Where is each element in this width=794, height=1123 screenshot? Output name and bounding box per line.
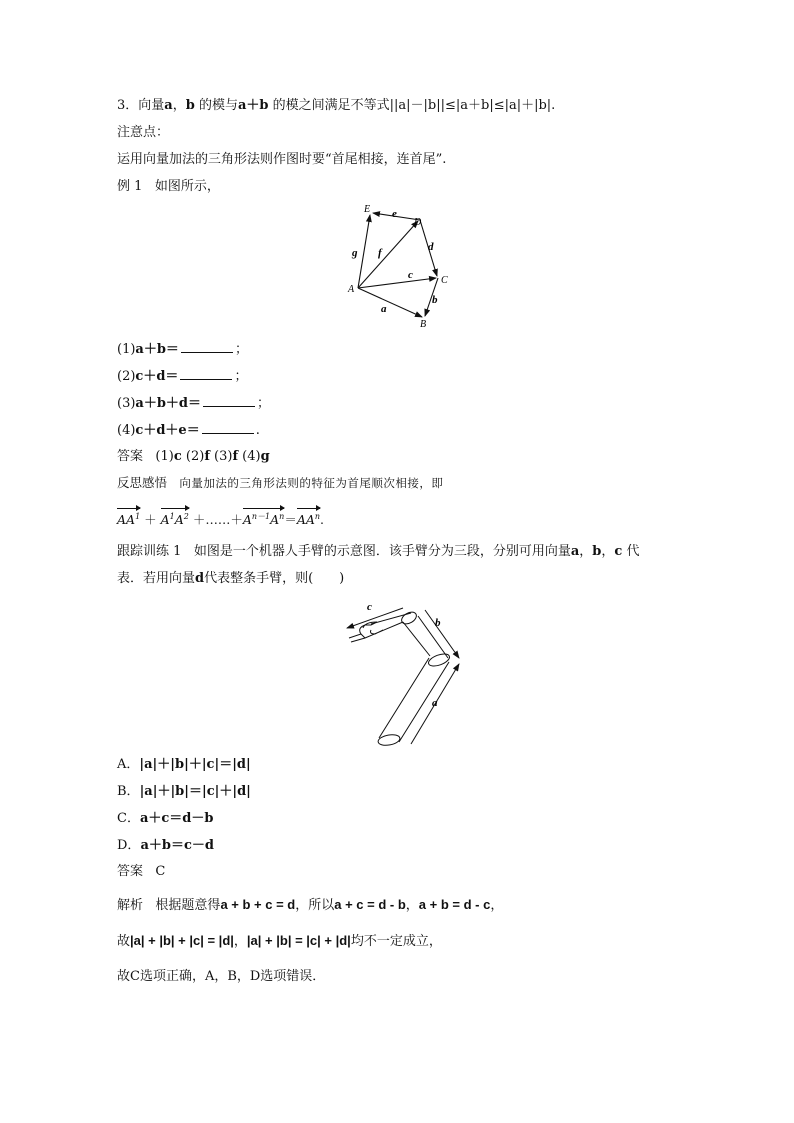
f-term: A: [174, 512, 184, 528]
option-C: [117, 810, 213, 828]
arm-elbow-ellipse: [400, 610, 419, 627]
q-expr: a＋b＝: [135, 342, 179, 357]
ans-val: g: [260, 449, 270, 464]
question-2: [117, 367, 247, 386]
vector-An1An: [243, 508, 284, 529]
comma: ，: [601, 544, 615, 559]
point-E: E: [364, 204, 371, 215]
ans-val: c: [173, 449, 182, 464]
f-sup: n－1: [251, 512, 271, 521]
answer-blank: [203, 394, 255, 407]
vector-c: [358, 278, 436, 288]
q-expr: a＋b＋d＝: [135, 396, 202, 411]
vector-AA1: [117, 508, 140, 529]
answer-2: [117, 863, 165, 881]
vec-c: c: [614, 544, 623, 559]
track-text: 代表整条手臂，则( ): [204, 571, 345, 586]
option-D: [117, 837, 214, 855]
vec-a: a: [164, 98, 173, 113]
option-expr: |a|＋|b|＝|c|＋|d|: [139, 784, 251, 799]
label-a: a: [381, 303, 387, 315]
option-label: C．: [117, 811, 140, 826]
point-C: C: [441, 275, 448, 286]
option-expr: a＋c＝d－b: [139, 811, 214, 826]
option-B: [117, 783, 251, 801]
ans-val: f: [204, 449, 210, 464]
analysis-text: 根据题意得: [155, 898, 221, 913]
q-expr: c＋d＝: [135, 369, 179, 384]
analysis-text: ，: [405, 898, 419, 913]
reflection-label: 反思感悟: [117, 475, 168, 490]
vec-b: b: [592, 544, 602, 559]
f-term: AA: [296, 512, 315, 528]
robot-arm-figure: [335, 598, 470, 750]
track-tail: 代: [622, 544, 640, 559]
q-num: (3): [117, 396, 136, 411]
vector-AAn: [297, 508, 320, 529]
q-end: .: [255, 423, 260, 438]
q-num: (2): [117, 369, 136, 384]
vector-sum-formula: [117, 508, 324, 529]
point-D: D: [414, 217, 422, 228]
answer-1: [117, 448, 270, 466]
q-expr: c＋d＋e＝: [135, 423, 200, 438]
answer-blank: [181, 340, 233, 353]
q-num: (4): [117, 423, 136, 438]
ans-num: (4): [238, 449, 261, 464]
track-text: 表．若用向量: [117, 571, 196, 586]
question-1: [117, 340, 248, 359]
analysis-label: 解析: [117, 898, 144, 913]
label-g: g: [352, 247, 358, 259]
analysis-text: ，: [490, 898, 504, 913]
ans-num: (1): [155, 449, 174, 464]
sec3-label: 3．向量: [117, 98, 165, 113]
f-term: A: [160, 512, 170, 528]
ans-num: (2): [181, 449, 205, 464]
track-line-2: [117, 570, 344, 588]
conclusion-text: 均不一定成立，: [350, 934, 442, 949]
q-end: ；: [234, 342, 248, 357]
answer-value: C: [155, 864, 166, 879]
gripper: [349, 622, 377, 642]
conclusion-expr: |a| + |b| + |c| = |d|: [130, 933, 234, 948]
track-label: 跟踪训练 1: [117, 544, 182, 559]
conclusion-expr: |a| + |b| = |c| + |d|: [246, 933, 351, 948]
f-sup: n: [314, 512, 321, 521]
q-num: (1): [117, 342, 136, 357]
option-label: B．: [117, 784, 140, 799]
vec-b: b: [185, 98, 195, 113]
conclusion-1: [117, 932, 442, 951]
point-B: B: [420, 319, 427, 330]
label-a: a: [432, 697, 438, 709]
answer-blank: [180, 367, 232, 380]
q-end: ；: [257, 396, 271, 411]
section-3-line: [117, 97, 555, 115]
question-4: [117, 421, 260, 440]
analysis-text: ，所以: [295, 898, 335, 913]
ans-val: f: [232, 449, 239, 464]
reflection-text: 向量加法的三角形法则的特征为首尾顺次相接，即: [179, 476, 444, 490]
ans-num: (3): [209, 449, 233, 464]
f-term: AA: [117, 512, 136, 528]
label-b: b: [432, 294, 438, 306]
vec-sum: a＋b: [237, 98, 269, 113]
f-sup: 2: [183, 512, 189, 521]
example-1: [117, 178, 220, 196]
vec-d: d: [195, 571, 205, 586]
question-3: [117, 394, 270, 413]
f-term: A: [242, 512, 252, 528]
track-text: 如图是一个机器人手臂的示意图．该手臂分为三段，分别可用向量: [193, 544, 571, 559]
label-c: c: [367, 601, 372, 613]
option-label: A．: [117, 757, 140, 772]
label-e: e: [392, 208, 397, 220]
arm-joint-ellipse: [427, 652, 451, 669]
vector-A1A2: [161, 508, 189, 529]
option-expr: |a|＋|b|＋|c|＝|d|: [139, 757, 251, 772]
f-sup: n: [279, 512, 285, 521]
comma: ，: [579, 544, 593, 559]
reflection: [117, 474, 443, 493]
arm-lower-segment: [379, 658, 449, 742]
note-text: 运用向量加法的三角形法则作图时要“首尾相接，连首尾”.: [117, 152, 447, 167]
note-title: 注意点：: [117, 125, 170, 140]
conclusion-text: ，: [233, 934, 247, 949]
conclusion-2: 故C选项正确，A，B，D选项错误．: [117, 969, 326, 984]
q-end: ；: [234, 369, 248, 384]
f-sup: 1: [135, 512, 141, 521]
answer-label: 答案: [117, 864, 144, 879]
label-b: b: [435, 617, 441, 629]
f-op: ＝: [284, 512, 297, 528]
sec3-tail: 的模之间满足不等式: [268, 98, 390, 113]
option-label: D．: [117, 838, 141, 853]
inequality: ||a|－|b||≤|a＋b|≤|a|＋|b|.: [389, 98, 556, 113]
analysis-expr: a + c = d - b: [334, 897, 406, 912]
f-sup: 1: [169, 512, 175, 521]
comma: ，: [172, 98, 186, 113]
vector-b-arrow: [425, 610, 459, 658]
vector-triangle-figure: [338, 198, 468, 334]
f-op: ＋: [140, 512, 161, 528]
f-term: A: [270, 512, 280, 528]
analysis-expr: a + b = d - c: [418, 897, 491, 912]
answer-label: 答案: [117, 449, 144, 464]
label-c: c: [408, 269, 413, 281]
label-f: f: [378, 247, 382, 259]
point-A: A: [348, 284, 355, 295]
label-d: d: [428, 241, 434, 253]
example-label: 例 1: [117, 179, 143, 194]
f-end: .: [320, 512, 325, 528]
conclusion-text: 故: [117, 934, 131, 949]
answer-blank: [202, 421, 254, 434]
vec-a: a: [570, 544, 580, 559]
example-text: 如图所示，: [154, 179, 220, 194]
arm-middle-segment: [403, 616, 448, 658]
sec3-mid: 的模与: [194, 98, 238, 113]
vector-a: [358, 288, 422, 317]
analysis-line: [117, 896, 503, 915]
f-op: ＋……＋: [188, 512, 243, 528]
track-line-1: [117, 543, 639, 561]
option-A: [117, 756, 251, 774]
analysis-expr: a + b + c = d: [220, 897, 296, 912]
option-expr: a＋b＝c－d: [140, 838, 214, 853]
